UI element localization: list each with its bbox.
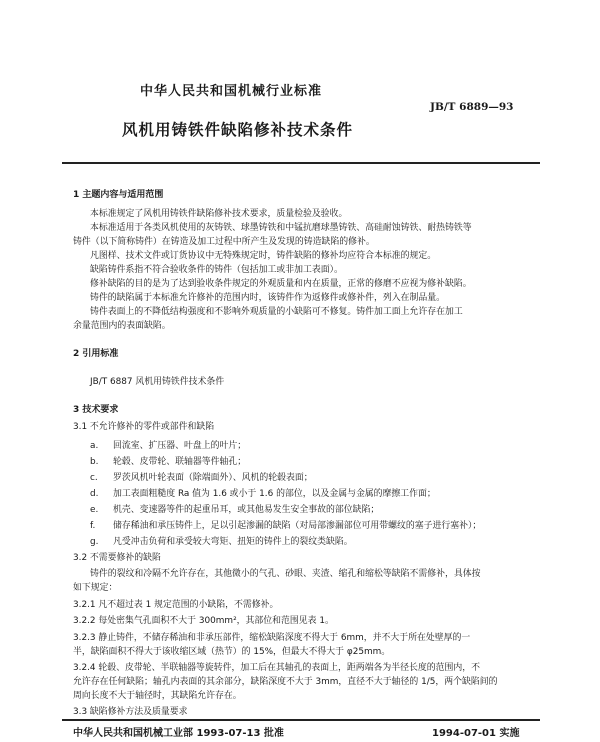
section-1-heading: 1 主题内容与适用范围 (73, 190, 164, 200)
implementation-date: 1994-07-01 实施 (432, 728, 520, 739)
list-item: 罗茨风机叶轮表面（除端面外）、风机的轮毂表面； (113, 473, 313, 483)
list-item-label: d. (90, 489, 99, 499)
paragraph: 铸件的裂纹和冷隔不允许存在，其他微小的气孔、砂眼、夹渣、缩孔和缩松等缺陷不需修补，具体按 (90, 569, 481, 579)
paragraph: 缺陷铸件系指不符合验收条件的铸件（包括加工或非加工表面）。 (90, 265, 343, 275)
paragraph: 铸件表面上的不降低结构强度和不影响外观质量的小缺陷可不修复。铸件加工面上允许存在加工 (90, 307, 463, 317)
list-item-label: b. (90, 457, 99, 467)
list-item: 轮毂、皮带轮、联轴器等件轴孔； (113, 457, 247, 467)
subsection-3-1-heading: 3.1 不允许修补的零件或部件和缺陷 (73, 422, 215, 432)
paragraph: 铸件（以下简称铸件）在铸造及加工过程中所产生及发现的铸造缺陷的修补。 (73, 237, 375, 247)
clause-3-2-4-cont: 允许存在任何缺陷；轴孔内表面的其余部分，缺陷深度不大于 3mm，直径不大于轴径的 1/5，两个缺陷间的 (73, 677, 498, 687)
subsection-3-3-heading: 3.3 缺陷修补方法及质量要求 (73, 707, 188, 717)
clause-3-2-4: 3.2.4 轮毂、皮带轮、半联轴器等旋转件，加工后在其轴孔的表面上，距两端各为半径长度的范围内，不 (73, 663, 481, 673)
subsection-3-2-heading: 3.2 不需要修补的缺陷 (73, 553, 161, 563)
reference-standard: JB/T 6887 风机用铸铁件技术条件 (90, 377, 225, 387)
clause-3-2-4-cont: 周向长度不大于轴径时，其缺陷允许存在。 (73, 691, 242, 701)
footer-rule (62, 719, 540, 721)
list-item: 凡受冲击负荷和承受较大弯矩、扭矩的铸件上的裂纹类缺陷。 (113, 537, 353, 547)
paragraph: 本标准适用于各类风机使用的灰铸铁、球墨铸铁和中锰抗磨球墨铸铁、高硅耐蚀铸铁、耐热铸铁等 (90, 223, 472, 233)
paragraph: 余量范围内的表面缺陷。 (73, 321, 171, 331)
list-item: 机壳、变速器等件的起重吊耳，或其他易发生安全事故的部位缺陷； (113, 505, 380, 515)
document-title: 风机用铸铁件缺陷修补技术条件 (122, 121, 354, 139)
paragraph: 凡图样、技术文件或订货协议中无特殊规定时，铸件缺陷的修补均应符合本标准的规定。 (90, 251, 437, 261)
list-item-label: f. (90, 521, 96, 531)
paragraph: 本标准规定了风机用铸铁件缺陷修补技术要求，质量检验及验收。 (90, 209, 348, 219)
list-item: 加工表面粗糙度 Ra 值为 1.6 或小于 1.6 的部位，以及金属与金属的摩擦工作面； (113, 489, 436, 499)
list-item: 回流室、扩压器、叶盘上的叶片； (113, 441, 247, 451)
list-item-label: e. (90, 505, 99, 515)
paragraph: 修补缺陷的目的是为了达到验收条件规定的外观质量和内在质量，正常的修磨不应视为修补缺陷。 (90, 279, 472, 289)
section-2-heading: 2 引用标准 (73, 349, 119, 359)
clause-3-2-1: 3.2.1 凡不超过表 1 规定范围的小缺陷，不需修补。 (73, 600, 279, 610)
list-item: 储存稀油和承压铸件上，足以引起渗漏的缺陷（对局部渗漏部位可用带螺纹的塞子进行塞补）； (113, 521, 482, 531)
section-3-heading: 3 技术要求 (73, 405, 119, 415)
standard-code: JB/T 6889—93 (430, 101, 514, 113)
approval-date: 中华人民共和国机械工业部 1993-07-13 批准 (73, 728, 284, 739)
list-item-label: c. (90, 473, 98, 483)
list-item-label: g. (90, 537, 99, 547)
header-rule (62, 162, 540, 164)
paragraph: 如下规定： (73, 583, 118, 593)
list-item-label: a. (90, 441, 99, 451)
paragraph: 铸件的缺陷属于本标准允许修补的范围内时，该铸件作为返修件或修补件，列入在制品量。 (90, 293, 445, 303)
clause-3-2-3-cont: 半，缺陷面积不得大于该收缩区域（热节）的 15%，但最大不得大于 φ25mm。 (73, 647, 391, 657)
clause-3-2-2: 3.2.2 每处密集气孔面积不大于 300mm²，其部位和范围见表 1。 (73, 616, 334, 626)
clause-3-2-3: 3.2.3 静止铸件，不储存稀油和非承压部件，缩松缺陷深度不得大于 6mm，并不大于所在处壁厚的一 (73, 633, 471, 643)
issuing-organization: 中华人民共和国机械行业标准 (140, 84, 323, 99)
